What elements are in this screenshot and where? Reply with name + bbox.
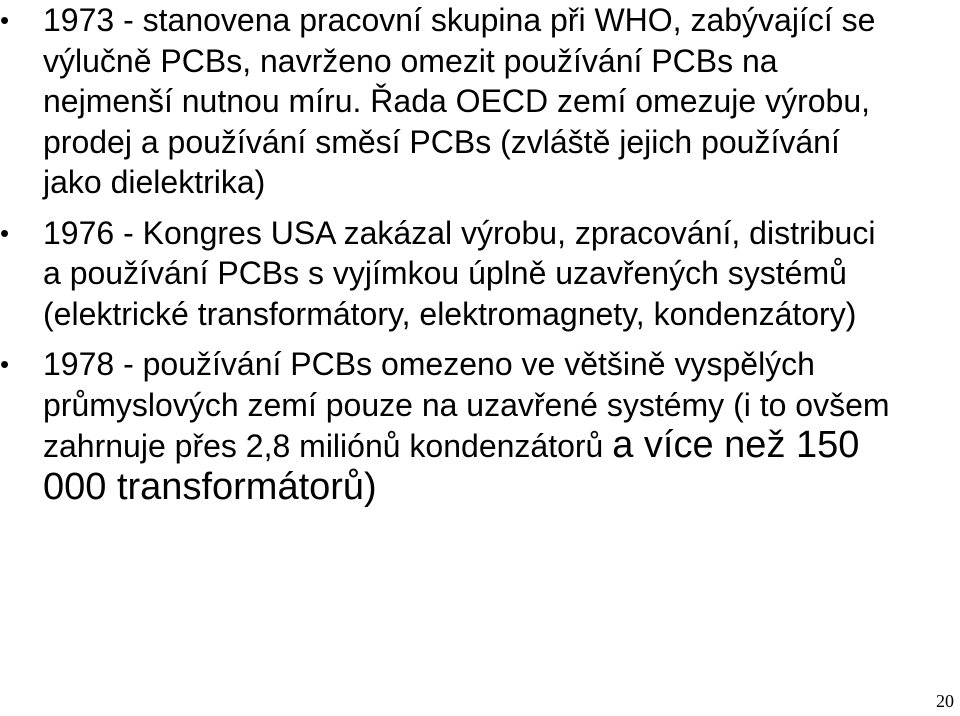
bullet-marker: • [0,5,10,35]
bullet-item-1973 [0,0,900,203]
bullet-marker: • [0,349,10,379]
bullet-item-1978 [0,344,900,508]
bullet-text-1973: 1973 - stanovena pracovní skupina při WHO, zabývající se výlučně PCBs, navrženo omezit používání PCBs na nejmenší nutnou míru. Řada OECD zemí omezuje výrobu, prodej a používání směsí PCBs (zvláště jejich používání jako dielektrika) [43,2,876,200]
bullet-text-1978-part2: a více než 150 000 transformátorů) [43,424,860,508]
bullet-text-1978 [43,344,900,508]
bullet-item-1976 [0,213,900,335]
page-number: 20 [936,691,954,711]
bullet-marker: • [0,217,10,248]
bullet-text-1976: 1976 - Kongres USA zakázal výrobu, zpracování, distribuci a používání PCBs s vyjímkou úplně uzavřených systémů (elektrické transformátory, elektromagnety, kondenzátory) [43,214,876,332]
bullet-text-1978-part1: 1978 - používání PCBs omezeno ve většině vyspělých průmyslových zemí pouze na uzavřené systémy (i to ovšem zahrnuje přes 2,8 miliónů kondenzátorů [43,346,890,464]
